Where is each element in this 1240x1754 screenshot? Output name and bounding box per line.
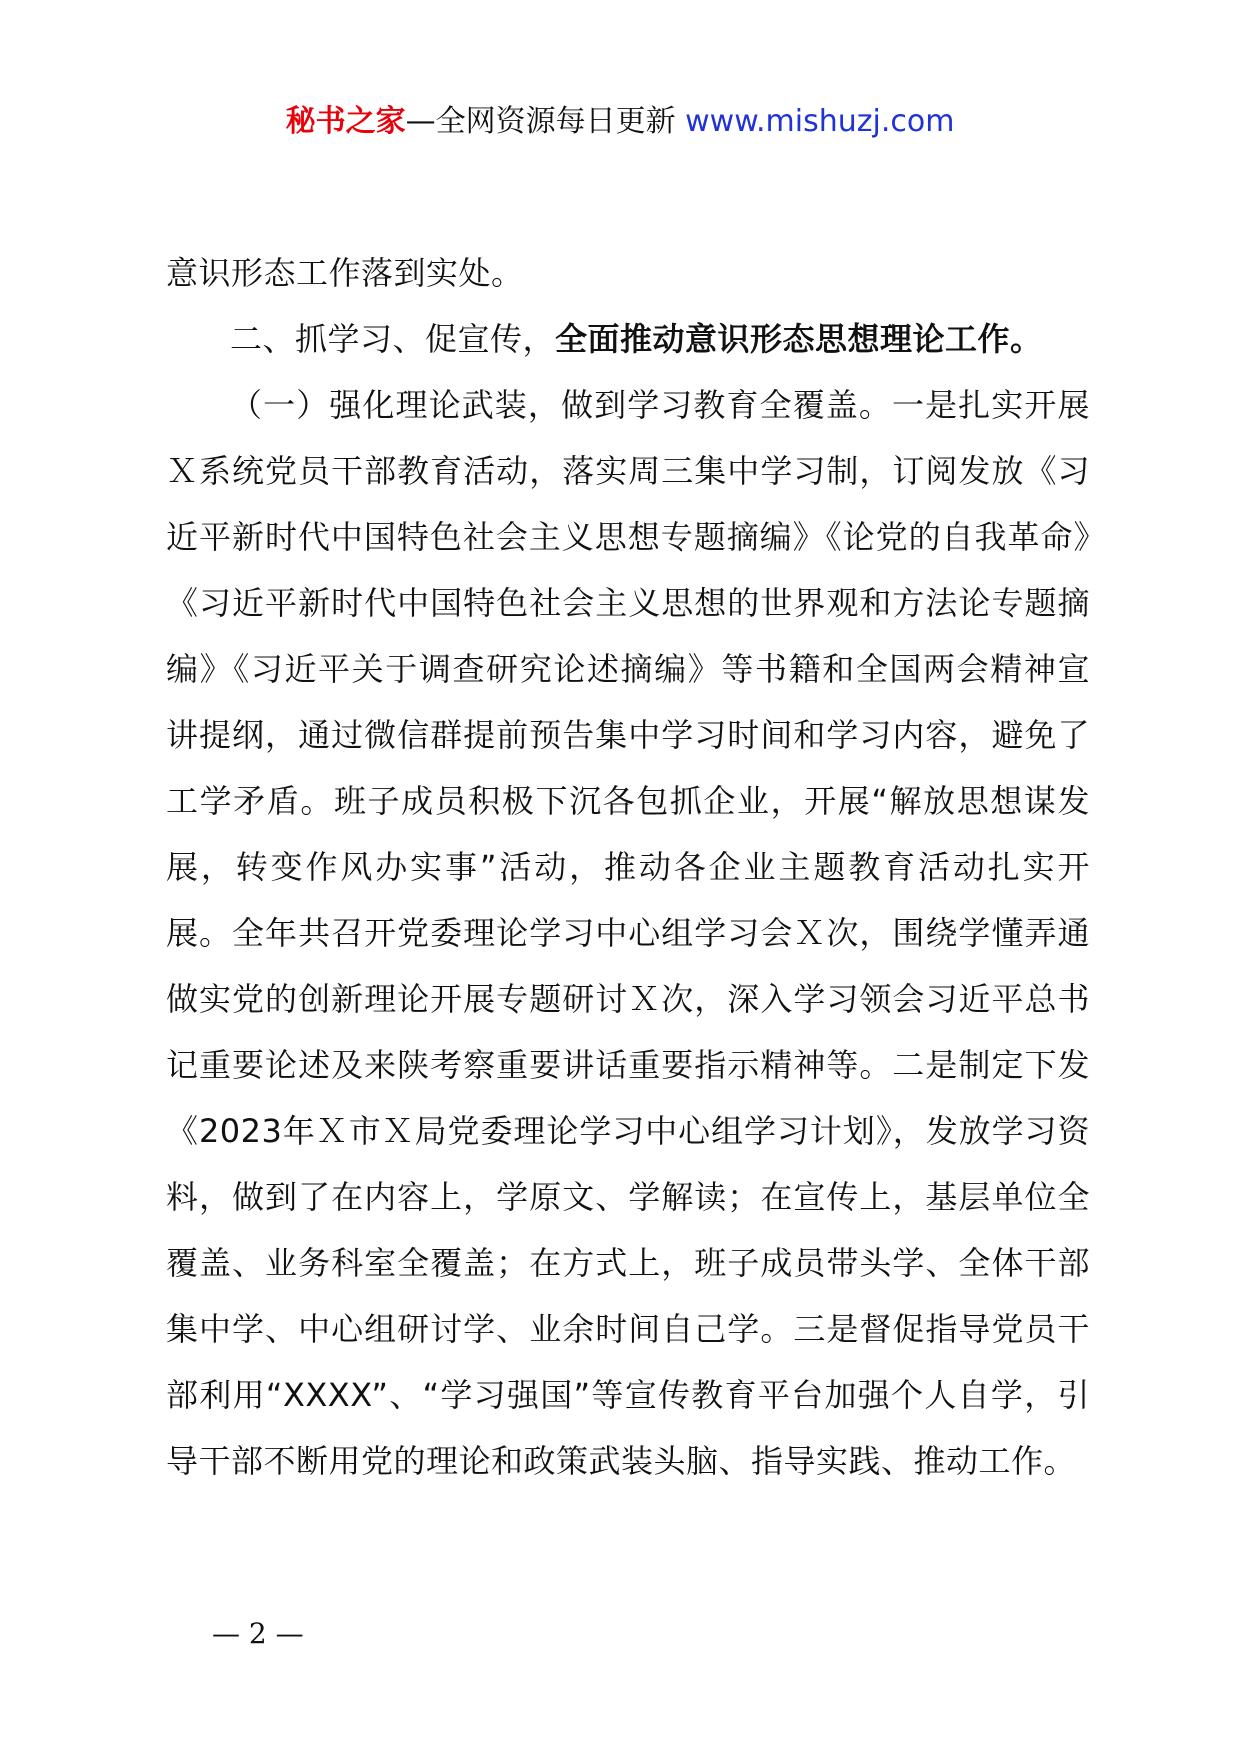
page-number: — 2 — xyxy=(212,1617,304,1650)
header-brand: 秘书之家 xyxy=(285,104,406,139)
main-paragraph: （一）强化理论武装，做到学习教育全覆盖。一是扎实开展Ｘ系统党员干部教育活动，落实周三集中学习制，订阅发放《习近平新时代中国特色社会主义思想专题摘编》《论党的自我革命》《习近平新时代中国特色社会主义思想的世界观和方法论专题摘编》《习近平关于调查研究论述摘编》等书籍和全国两会精神宣讲提纲，通过微信群提前预告集中学习时间和学习内容，避免了工学矛盾。班子成员积极下沉各包抓企业，开展“解放思想谋发展，转变作风办实事”活动，推动各企业主题教育活动扎实开展。全年共召开党委理论学习中心组学习会Ｘ次，围绕学懂弄通做实党的创新理论开展专题研讨Ｘ次，深入学习领会习近平总书记重要论述及来陕考察重要讲话重要指示精神等。二是制定下发《2023年Ｘ市Ｘ局党委理论学习中心组学习计划》，发放学习资料，做到了在内容上，学原文、学解读；在宣传上，基层单位全覆盖、业务科室全覆盖；在方式上，班子成员带头学、全体干部集中学、中心组研讨学、业余时间自己学。三是督促指导党员干部利用“XXXX”、“学习强国”等宣传教育平台加强个人自学，引导干部不断用党的理论和政策武装头脑、指导实践、推动工作。 xyxy=(166,386,1090,1480)
page-header xyxy=(0,102,1240,142)
document-body xyxy=(166,240,1090,1494)
section-heading-bold: 全面推动意识形态思想理论工作。 xyxy=(555,320,1043,358)
header-tagline: —全网资源每日更新 xyxy=(405,104,686,139)
section-heading-plain: 二、抓学习、促宣传， xyxy=(230,320,556,358)
header-url[interactable]: www.mishuzj.com xyxy=(685,104,955,139)
paragraph-continuation: 意识形态工作落到实处。 xyxy=(166,254,524,292)
section-heading xyxy=(166,306,1090,372)
